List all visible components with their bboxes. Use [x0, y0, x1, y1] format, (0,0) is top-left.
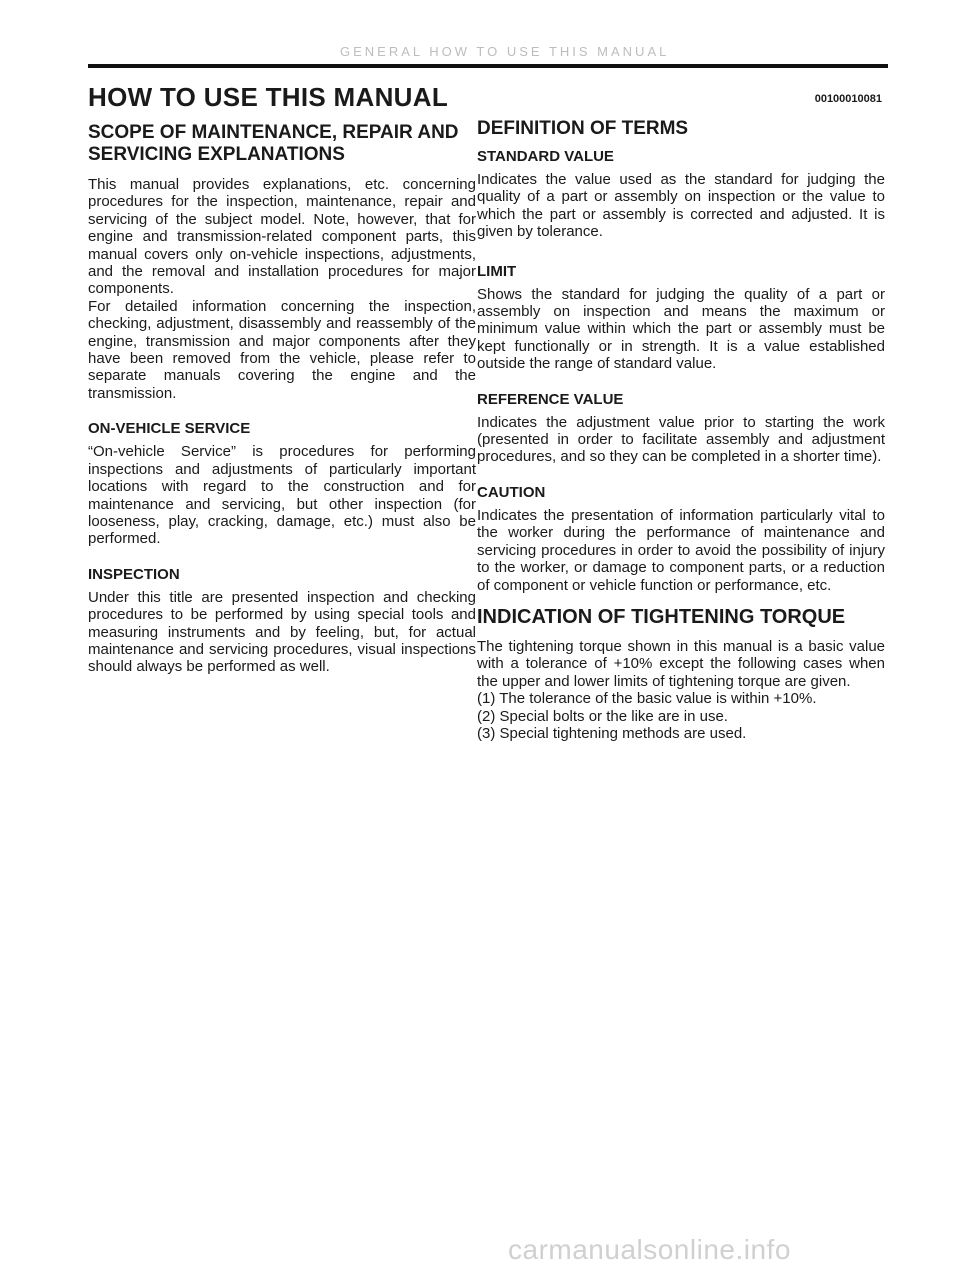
definition-heading: DEFINITION OF TERMS [477, 118, 689, 139]
watermark: carmanualsonline.info [508, 1234, 791, 1265]
standard-value-heading: STANDARD VALUE [477, 148, 614, 165]
scope-paragraph-2: For detailed information concerning the inspection, checking, adjustment, disassembly and reassembly of the engine, transmission and major components after they have been removed from the vehicle, please refer to separate manuals covering the engine and the transmission. [88, 297, 476, 402]
scope-paragraph-1: This manual provides explanations, etc. concerning procedures for the inspection, maintenance, repair and servicing of the subject model. Note, however, that for engine and transmission-related component parts, this manual covers only on-vehicle inspections, adjustments, and the removal and installation procedures for major components. [88, 176, 476, 298]
list-item: (1) The tolerance of the basic value is within +10%. [477, 690, 817, 708]
reference-value-heading: REFERENCE VALUE [477, 390, 624, 408]
caution-paragraph: Indicates the presentation of information particularly vital to the worker during the performance of maintenance and servicing procedures in order to avoid the possibility of injury to the worker, or damage to component parts, or a reduction of component or vehicle function or performance, etc. [477, 506, 885, 594]
tightening-torque-heading: INDICATION OF TIGHTENING TORQUE [477, 605, 846, 628]
inspection-heading: INSPECTION [88, 565, 180, 583]
right-column [477, 118, 885, 742]
inspection-paragraph: Under this title are presented inspection and checking procedures to be performed by using special tools and measuring instruments and by feeling, but, for actual maintenance and servicing procedures, visual inspections should always be performed as well. [88, 588, 476, 676]
tightening-torque-list [477, 690, 885, 742]
limit-heading: LIMIT [477, 262, 517, 280]
caution-heading: CAUTION [477, 483, 546, 501]
scope-heading: SCOPE OF MAINTENANCE, REPAIR AND SERVICING EXPLANATIONS [88, 122, 459, 165]
list-item: (2) Special bolts or the like are in use. [477, 707, 728, 725]
header-rule [88, 64, 888, 68]
standard-value-paragraph: Indicates the value used as the standard for judging the quality of a part or assembly on inspection or the value to which the part or assembly is corrected and adjusted. It is given by tolerance. [477, 171, 885, 241]
reference-value-paragraph: Indicates the adjustment value prior to starting the work (presented in order to facilitate assembly and adjustment procedures, and so they can be completed in a shorter time). [477, 413, 885, 466]
limit-paragraph: Shows the standard for judging the quality of a part or assembly on inspection and means the maximum or minimum value within which the part or assembly must be kept functionally or in strength. It is a value established outside the range of standard value. [477, 285, 885, 373]
tightening-torque-paragraph: The tightening torque shown in this manual is a basic value with a tolerance of +10% except the following cases when the upper and lower limits of tightening torque are given. [477, 637, 885, 690]
list-item: (3) Special tightening methods are used. [477, 724, 747, 742]
running-header: GENERAL HOW TO USE THIS MANUAL [340, 44, 670, 59]
document-code: 00100010081 [814, 93, 882, 105]
on-vehicle-heading: ON-VEHICLE SERVICE [88, 420, 251, 438]
on-vehicle-paragraph: “On-vehicle Service” is procedures for performing inspections and adjustments of particularly important locations with regard to the construction and for maintenance and servicing, but other inspection (for looseness, play, cracking, damage, etc.) must also be performed. [88, 443, 476, 548]
page-title: HOW TO USE THIS MANUAL [88, 82, 448, 112]
left-column [88, 120, 476, 694]
